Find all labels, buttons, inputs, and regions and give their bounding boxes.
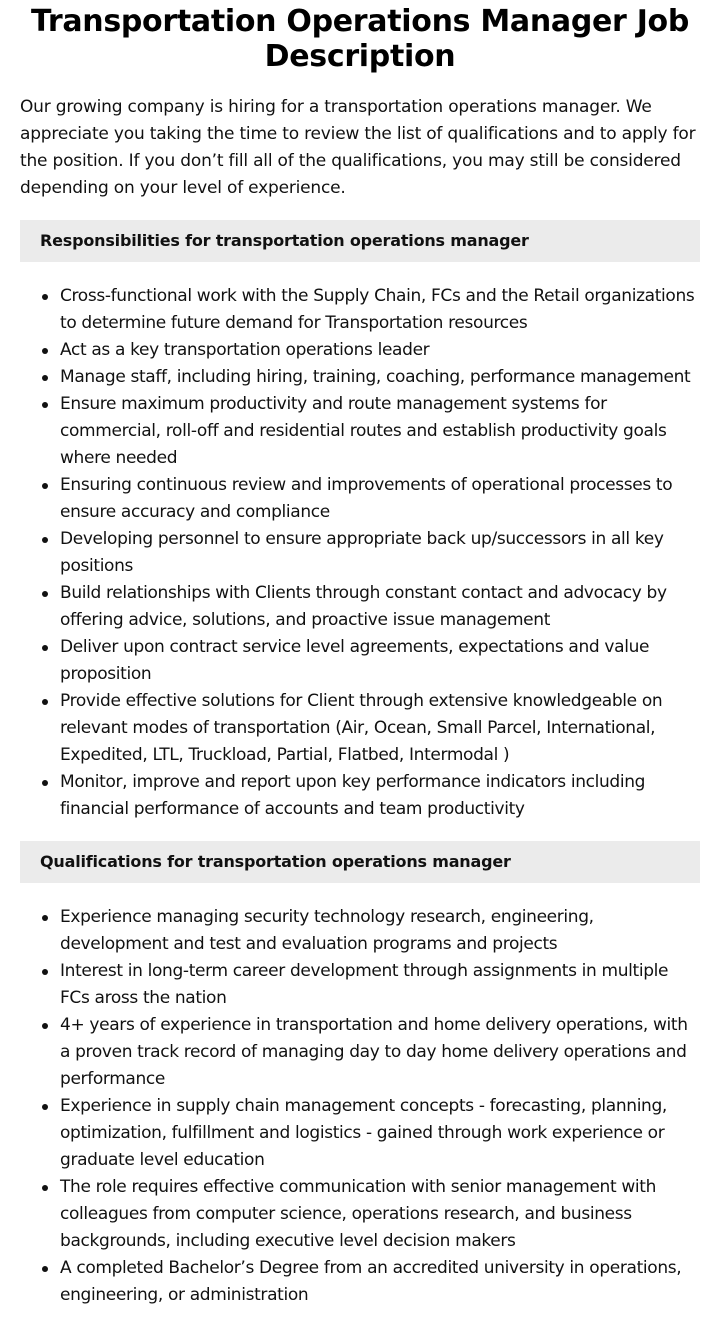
list-item: 4+ years of experience in transportation and home delivery operations, with a proven track record of managing day to day home delivery operations and performance — [60, 1012, 700, 1093]
intro-paragraph: Our growing company is hiring for a transportation operations manager. We appreciate you taking the time to review the list of qualifications and to apply for the position. If you don’t fill all of the qualifications, you may still be considered depending on your level of experience. — [20, 97, 696, 198]
qualifications-list — [20, 904, 700, 1309]
page-title: Transportation Operations Manager Job Description — [30, 4, 690, 74]
qualifications-heading: Qualifications for transportation operations manager — [20, 841, 700, 883]
responsibilities-list — [20, 283, 700, 823]
list-item: Ensure maximum productivity and route management systems for commercial, roll-off and residential routes and establish productivity goals where needed — [60, 391, 700, 472]
list-item: Provide effective solutions for Client through extensive knowledgeable on relevant modes of transportation (Air, Ocean, Small Parcel, International, Expedited, LTL, Truckload, Partial, Flatbed, Intermodal ) — [60, 688, 700, 769]
list-item: Experience managing security technology research, engineering, development and test and evaluation programs and projects — [60, 904, 700, 958]
list-item: Deliver upon contract service level agreements, expectations and value proposition — [60, 634, 700, 688]
list-item: A completed Bachelor’s Degree from an accredited university in operations, engineering, or administration — [60, 1255, 700, 1309]
list-item: Manage staff, including hiring, training, coaching, performance management — [60, 364, 700, 391]
list-item: Act as a key transportation operations leader — [60, 337, 700, 364]
list-item: The role requires effective communication with senior management with colleagues from computer science, operations research, and business backgrounds, including executive level decision makers — [60, 1174, 700, 1255]
list-item: Ensuring continuous review and improvements of operational processes to ensure accuracy and compliance — [60, 472, 700, 526]
responsibilities-heading: Responsibilities for transportation operations manager — [20, 220, 700, 262]
list-item: Interest in long-term career development through assignments in multiple FCs aross the nation — [60, 958, 700, 1012]
list-item: Developing personnel to ensure appropriate back up/successors in all key positions — [60, 526, 700, 580]
list-item: Experience in supply chain management concepts - forecasting, planning, optimization, fulfillment and logistics - gained through work experience or graduate level education — [60, 1093, 700, 1174]
list-item: Cross-functional work with the Supply Chain, FCs and the Retail organizations to determine future demand for Transportation resources — [60, 283, 700, 337]
list-item: Monitor, improve and report upon key performance indicators including financial performance of accounts and team productivity — [60, 769, 700, 823]
list-item: Build relationships with Clients through constant contact and advocacy by offering advice, solutions, and proactive issue management — [60, 580, 700, 634]
